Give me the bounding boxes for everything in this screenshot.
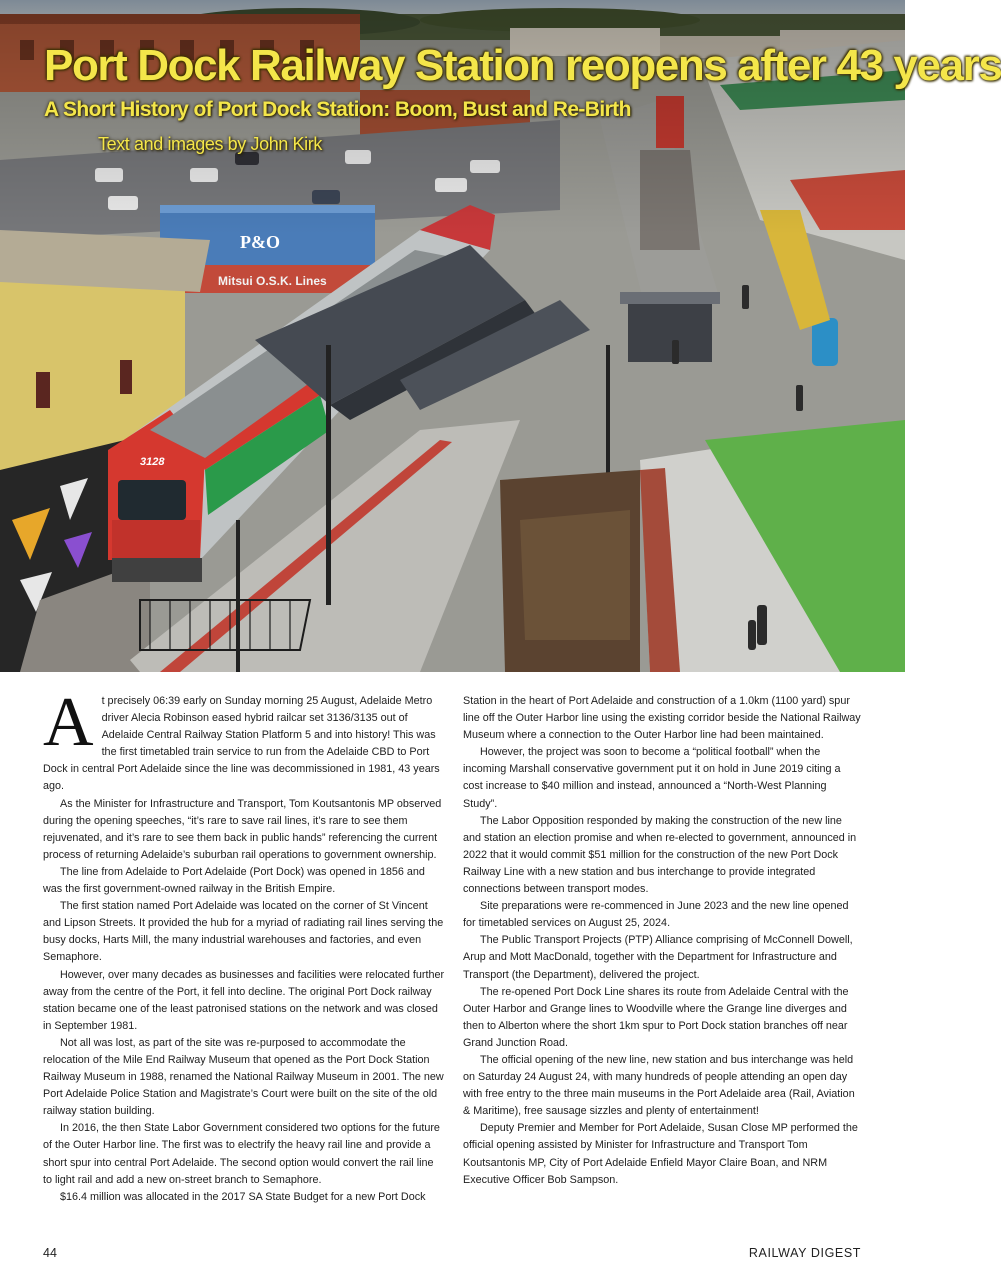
drop-cap: A xyxy=(43,684,94,761)
article-paragraph: The Labor Opposition responded by making the construction of the new line and station an election promise and when re-elected to government, announced in 2022 that it would commit $51 million for the construction of the new Port Dock Railway Line with a new station and bus interchange to provide integrated connections between transport modes. xyxy=(463,814,857,896)
article-column-left xyxy=(43,684,445,1206)
article-paragraph: The Public Transport Projects (PTP) Alliance comprising of McConnell Dowell, Arup and Mott MacDonald, together with the Department for Infrastructure and Transport (the Department), delivered the project. xyxy=(463,934,853,981)
article-paragraph: Not all was lost, as part of the site was re-purposed to accommodate the relocation of the Mile End Railway Museum that opened as the Port Dock Station Railway Museum in 1988, renamed the National Railway Museum in 2001. The new Port Adelaide Police Station and Magistrate’s Court were built on the site of the old railway station building. xyxy=(43,1036,444,1118)
article-paragraph xyxy=(43,684,445,796)
article-paragraph: However, the project was soon to become a “political football” when the incoming Marshall conservative government put it on hold in June 2019 citing a cost increase to $40 million and instead, announced a “North-West Planning Study”. xyxy=(463,746,841,810)
article-paragraph: The first station named Port Adelaide was located on the corner of St Vincent and Lipson Streets. It provided the hub for a myriad of radiating rail lines serving the busy docks, Harts Mill, the many industrial warehouses and factories, and even Semaphore. xyxy=(43,900,444,964)
article-paragraph: The line from Adelaide to Port Adelaide (Port Dock) was opened in 1856 and was the first government-owned railway in the British Empire. xyxy=(43,865,425,896)
article-paragraph: However, over many decades as businesses and facilities were relocated further away from the centre of the Port, it fell into decline. The original Port Dock railway station became one of the least patronised stations on the network and was closed in September 1981. xyxy=(43,968,445,1032)
article-paragraph: Deputy Premier and Member for Port Adelaide, Susan Close MP performed the official opening assisted by Minister for Infrastructure and Transport Tom Koutsantonis MP, City of Port Adelaide Enfield Mayor Claire Boan, and NRM Executive Officer Bob Sampson. xyxy=(463,1122,858,1186)
paragraph-text: t precisely 06:39 early on Sunday morning 25 August, Adelaide Metro driver Alecia Robinson eased hybrid railcar set 3136/3135 out of Adelaide Central Railway Station Platform 5 and into history! This was the first timetabled train service to run from the Adelaide CBD to Port Dock in central Port Adelaide since the line was decommissioned in 1981, 43 years ago. xyxy=(43,695,440,793)
article-paragraph: The official opening of the new line, new station and bus interchange was held on Saturday 24 August 24, with many hundreds of people attending an open day with free entry to the three main museums in the Port Adelaide area (Rail, Aviation & Maritime), free sausage sizzles and plenty of entertainment! xyxy=(463,1053,855,1118)
subheadline: A Short History of Port Dock Station: Boom, Bust and Re-Birth xyxy=(44,98,631,121)
magazine-name: RAILWAY DIGEST xyxy=(748,1246,861,1260)
article-paragraph: The re-opened Port Dock Line shares its route from Adelaide Central with the Outer Harbor and Grange lines to Woodville where the Grange line diverges and then to Alberton where the short 1km spur to Port Dock station branches off near Grand Junction Road. xyxy=(463,985,849,1049)
page-number: 44 xyxy=(43,1246,57,1260)
byline: Text and images by John Kirk xyxy=(98,134,322,154)
article-column-right xyxy=(463,693,861,1189)
headline: Port Dock Railway Station reopens after 43 years xyxy=(44,41,1001,90)
article-paragraph: As the Minister for Infrastructure and Transport, Tom Koutsantonis MP observed during the opening speeches, “it’s rare to save rail lines, it’s rare to see them rejuvenated, and it’s rare to see them back in public hands” referencing the current process of returning Adelaide’s suburban rail operations to government ownership. xyxy=(43,797,442,861)
article-paragraph: Station in the heart of Port Adelaide and construction of a 1.0km (1100 yard) spur line off the Outer Harbor line using the existing corridor beside the National Railway Museum where a connection to the Outer Harbor line had been maintained. xyxy=(463,695,861,742)
article-paragraph: In 2016, the then State Labor Government considered two options for the future of the Outer Harbor line. The first was to electrify the heavy rail line and provide a short spur into central Port Adelaide. The second option would convert the rail line to light rail and add a new on-street branch to Semaphore. xyxy=(43,1122,440,1186)
article-paragraph: Site preparations were re-commenced in June 2023 and the new line opened for timetabled services on August 25, 2024. xyxy=(463,900,849,930)
article-paragraph: $16.4 million was allocated in the 2017 SA State Budget for a new Port Dock xyxy=(60,1190,426,1203)
